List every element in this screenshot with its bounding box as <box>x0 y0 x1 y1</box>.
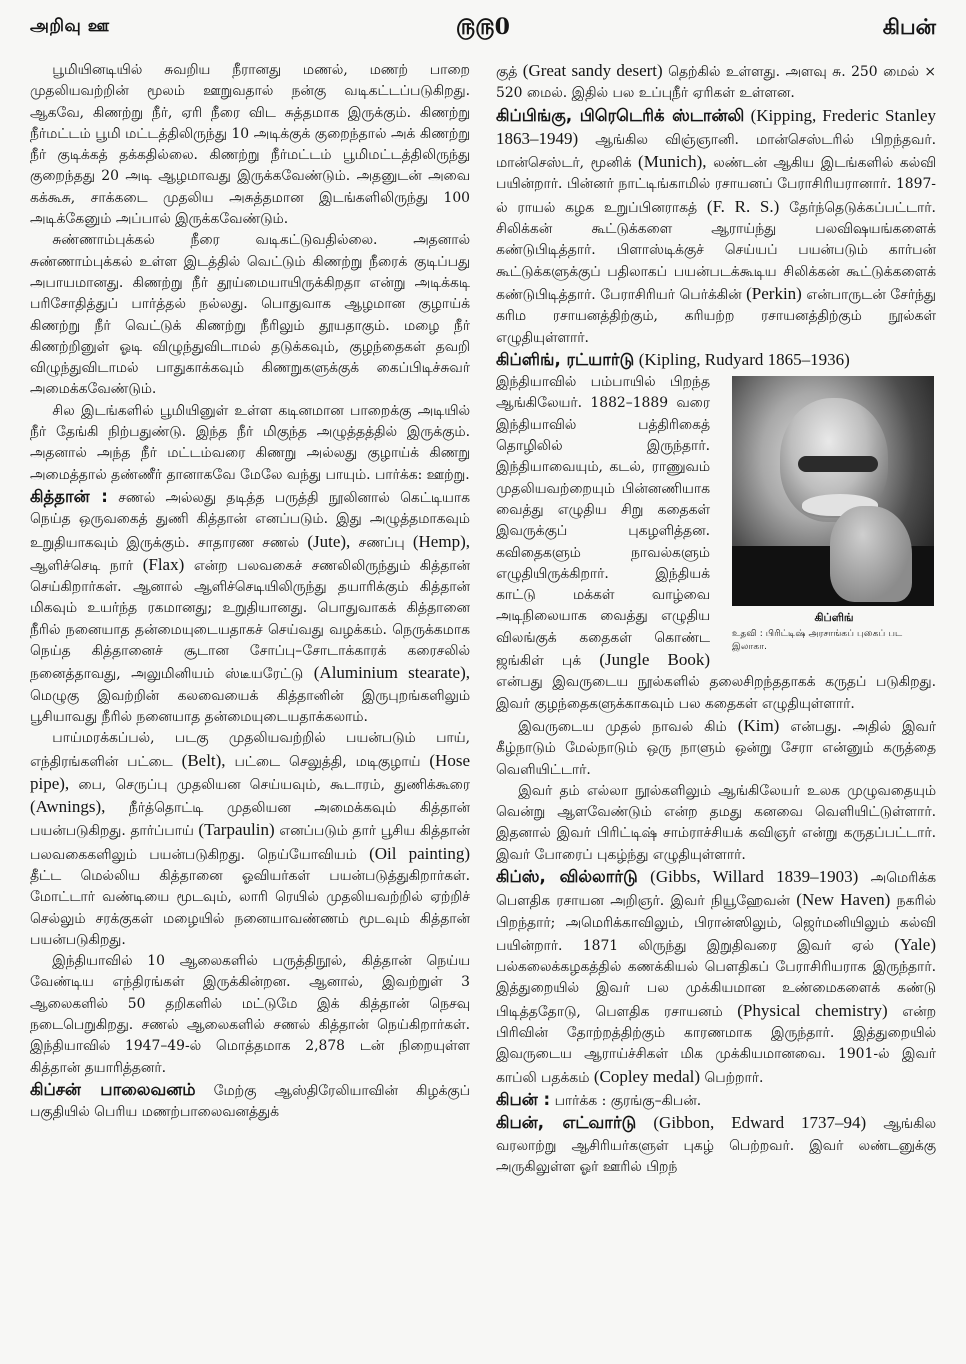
latin-oil-painting: (Oil painting) <box>369 843 470 863</box>
photo-caption: கிப்ளிங் <box>814 611 854 625</box>
latin-munich: (Munich), <box>638 152 707 172</box>
latin-belt: (Belt), <box>181 750 226 770</box>
kipling-text-2a: இவருடைய முதல் நாவல் கிம் <box>518 718 727 735</box>
latin-yale: (Yale) <box>894 934 936 954</box>
gibson-text: மேற்கு ஆஸ்திரேலியாவின் கிழக்குப் பகுதியில் பெரிய மணற்பாலைவனத்துக் <box>30 1082 470 1121</box>
kipping-text-2: லண்டன் ஆகிய இடங்களில் கல்வி பயின்றார். பின்னர் நாட்டிங்காமில் ரசாயனப் பேராசிரியரானார். 1897-ல் ராயல் கழக உறுப்பினராகத் <box>496 155 936 216</box>
latin-gibbs: (Gibbs, Willard 1839–1903) <box>650 866 859 886</box>
latin-copley: (Copley medal) <box>593 1066 701 1086</box>
gibson-cont-b: தெற்கில் உள்ளது. அளவு சு. 250 மைல் × 520 மைல். இதில் பல உப்புநீர் ஏரிகள் உள்ளன. <box>496 64 936 102</box>
latin-hose: (Hose pipe), <box>30 750 470 793</box>
kiththan-text-2e: எனப்படும் தார் பூசிய கித்தான் பலவகைகளிலும் பயன்படுகிறது. நெய்யோவியம் <box>30 823 470 863</box>
text-columns <box>30 60 936 1354</box>
latin-kipling: (Kipling, Rudyard 1865–1936) <box>638 349 850 369</box>
entry-gibson-desert <box>30 1079 470 1124</box>
headword-kipping: கிப்பிங்கு, பிரெடெரிக் ஸ்டான்லி <box>496 105 745 125</box>
page-number: ௫௫0 <box>456 14 510 40</box>
kiththan-text-1e: மெழுகு இவற்றின் கலவையைக் கித்தானின் இருபுறங்களிலும் பூசியாவது நீரில் நனையாத தன்மையுடையதாக்கலாம். <box>30 687 470 725</box>
headword-kiththan: கித்தான் : <box>30 486 108 506</box>
kipling-portrait-photo <box>732 376 934 606</box>
page-header <box>30 14 936 44</box>
gibbs-text-4: என்ற பிரிவின் தோற்றத்திற்கும் காரணமாக இருந்தார். இத்துறையில் இவருடைய ஆராய்ச்சிகள் மிக முக்கியமானவை. 1901-ல் இவர் காப்லி பதக்கம் <box>496 1003 936 1086</box>
kipling-paragraph-3: இவர் தம் எல்லா நூல்களிலும் ஆங்கிலேயர் உலக முழுவதையும் வென்று ஆளவேண்டும் என்ற தமது கனவை வெளியிட்டுள்ளார். இதனால் இவர் பிரிட்டிஷ் சாம்ராச்சியக் கவிஞர் என்று கருதப்பட்டார். இவர் போரைப் புகழ்ந்து எழுதியுள்ளார். <box>496 782 936 863</box>
kiththan-text-2a: பாய்மரக்கப்பல், படகு முதலியவற்றில் பயன்படும் பாய், எந்திரங்களின் பட்டை <box>30 730 470 770</box>
giban-text: பார்க்க : குரங்கு–கிபன். <box>554 1092 702 1109</box>
latin-frs: (F. R. S.) <box>706 196 780 216</box>
entry-kipping <box>496 105 936 349</box>
kipping-text-3: தேர்ந்தெடுக்கப்பட்டார். சிலிக்கன் கூட்டுக்களை ஆராய்ந்து பலவிஷயங்களைக் கண்டுபிடித்தார். பிளாஸ்டிக்குச் செய்யப் பயன்படும் கார்பன் கூட்டுக்களுக்குப் பதிலாகப் பயன்படக்கூடிய சிலிக்கன் கூட்டுக்களைக் கண்டுபிடித்தார். பேராசிரியர் பெர்க்கின் <box>496 199 936 303</box>
latin-kipping: (Kipping, Frederic Stanley 1863–1949) <box>496 105 936 148</box>
header-guide-word: கிபன் <box>882 14 936 39</box>
gibson-cont-a: குத் <box>496 64 518 80</box>
latin-great-sandy: (Great sandy desert) <box>522 61 663 80</box>
gibbon-text: ஆங்கில வரலாற்று ஆசிரியர்களுள் புகழ் பெற்றவர். இவர் லண்டனுக்கு அருகிலுள்ள ஓர் ஊரில் பிறந் <box>496 1116 936 1175</box>
latin-tarpaulin: (Tarpaulin) <box>198 820 275 840</box>
entry-kiththan <box>30 486 470 728</box>
entry-gibbon <box>496 1112 936 1178</box>
kiththan-text-2c: பை, செருப்பு முதலியன செய்யவும், கூடாரம், துணிக்கூரை <box>78 776 470 793</box>
well-paragraph-2: சுண்ணாம்புக்கல் நீரை வடிகட்டுவதில்லை. அதனால் சுண்ணாம்புக்கல் உள்ள இடத்தில் வெட்டும் கிணற்று நீரைக் குடிப்பது அபாயமானது. கிணற்று நீர் தூய்மையாயிருக்கிறதா என்று அடிக்கடி பரிசோதித்துப் பார்த்தல் நல்லது. பொதுவாக ஆழமான குழாய்க் கிணற்று நீர் வெட்டுக் கிணற்று நீரிலும் தூயதாகும். மழை நீர் கிணற்றினுள் ஓடி விழுந்துவிடாமல் தடுக்கவும், குழந்தைகள் தவறி விழுந்துவிடாமல் பாதுகாக்கவும் கிணறுகளுக்குக் கைப்பிடிச்சுவர் அமைக்கவேண்டும். <box>30 232 470 398</box>
entry-gibbs <box>496 866 936 1089</box>
gibbs-text-3: பல்கலைக்கழகத்தில் கணக்கியல் பௌதிகப் பேராசிரியராக இருந்தார். இத்துறையில் இவர் பல முக்கியமான உண்மைகளைக் கண்டு பிடித்ததோடு, பௌதிக ரசாயனம் <box>496 959 936 1020</box>
kipling-paragraph-2 <box>496 715 936 781</box>
gibbs-text-5: பெற்றார். <box>704 1069 764 1086</box>
gibson-continuation <box>496 60 936 105</box>
kiththan-text-1: சணல் அல்லது தடித்த பருத்தி நூலினால் கெட்டியாக நெய்த ஒருவகைத் துணி கித்தான் எனப்படும். இது அழுத்தமாகவும் உறுதியாகவும் இருக்கும். சாதாரண சணல் <box>30 489 470 551</box>
kiththan-paragraph-3: இந்தியாவில் 10 ஆலைகளில் பருத்திநூல், கித்தான் நெய்ய வேண்டிய எந்திரங்கள் இருக்கின்றன. ஆனால், இவற்றுள் 3 ஆலைகளில் 50 தறிகளில் மட்டுமே இக் கித்தான் நெசவு நடைபெறுகிறது. சணல் ஆலைகளில் சணல் கித்தான் நெய்கிறார்கள். இந்தியாவில் 1947–49-ல் மொத்தமாக 2,878 டன் நிறையுள்ள கித்தான் தயாரித்தனர். <box>30 953 470 1076</box>
kiththan-text-1d: என்ற பலவகைச் சணலிலிருந்தும் கித்தான் செய்கிறார்கள். ஆனால் ஆளிச்செடியிலிருந்து தயாரிக்கும் கித்தான் மிகவும் உயர்ந்த ரகமானது; உறுதியானது. பொதுவாகக் கித்தானை நீரில் நனையாத தன்மையுடையதாகச் செய்வது வழக்கம். நெருக்கமாக நெய்த கித்தானைச் சூடான சோப்பு–சோடாக்காரக் கரைசலில் நனைத்தாவது, அலுமினியம் ஸ்டீயரேட்டு <box>30 557 470 683</box>
latin-hemp: (Hemp), <box>412 531 470 551</box>
kiththan-text-2f: தீட்ட மெல்லிய கித்தானை ஓவியர்கள் பயன்படுத்துகிறார்கள். மோட்டார் வண்டியை மூடவும், லாரி ரெயில் முதலியவற்றில் ஏற்றிச் செல்லும் சரக்குகள் மழையில் நனையாவண்ணம் மூடவும் கித்தான் பயன்படுகிறது. <box>30 867 470 948</box>
header-volume-title: அறிவு ஊ <box>30 16 110 36</box>
latin-perkin: (Perkin) <box>746 283 802 303</box>
kipling-portrait-figure <box>720 376 936 653</box>
headword-giban: கிபன் : <box>496 1089 551 1109</box>
photo-credit: உதவி : பிரிட்டிஷ் அரசாங்கப் புகைப் பட இலாகா. <box>732 628 903 653</box>
kipping-text-1: ஆங்கில விஞ்ஞானி. மான்செஸ்டரில் பிறந்தவர். மான்செஸ்டர், மூனிக் <box>496 131 936 172</box>
kiththan-paragraph-2 <box>30 728 470 951</box>
kiththan-text-1c: ஆளிச்செடி நார் <box>30 557 134 574</box>
headword-gibbon: கிபன், எட்வார்டு <box>496 1113 637 1133</box>
kipling-text-2b: என்பது. அதில் இவர் கீழ்நாடும் மேல்நாடும் ஒரு நாளும் ஒன்று சேரா என்னும் கருத்தை வெளியிட்டார். <box>496 718 936 778</box>
latin-awnings: (Awnings), <box>30 797 106 817</box>
gibbs-text-1: அமெரிக்க பௌதிக ரசாயன அறிஞர். இவர் நியூஹேவன் <box>496 869 936 910</box>
right-column <box>496 60 936 1354</box>
entry-kipling-heading <box>496 349 936 372</box>
latin-aluminium: (Aluminium stearate), <box>313 663 470 683</box>
latin-jungle-book: (Jungle Book) <box>599 650 711 670</box>
latin-jute: (Jute), <box>307 531 351 551</box>
latin-gibbon: (Gibbon, Edward 1737–94) <box>653 1113 867 1133</box>
entry-giban <box>496 1089 936 1112</box>
kiththan-text-1b: சணப்பு <box>358 534 405 551</box>
kipping-text-4: என்பாருடன் சேர்ந்து கரிம ரசாயனத்திற்கும், கரியற்ற ரசாயனத்திற்கும் நூல்கள் எழுதியுள்ளார். <box>496 286 936 346</box>
headword-gibson-desert: கிப்சன் பாலைவனம் <box>30 1079 196 1099</box>
kiththan-text-2d: நீர்த்தொட்டி முதலியன அமைக்கவும் கித்தான் பயன்படுகிறது. தார்ப்பாய் <box>30 800 470 840</box>
gibbs-text-2: நகரில் பிறந்தார்; அமெரிக்காவிலும், பிரான்ஸிலும், ஜெர்மனியிலும் கல்வி பயின்றார். 1871 லிருந்து இறுதிவரை இவர் ஏல் <box>496 893 936 954</box>
left-column <box>30 60 470 1354</box>
well-paragraph-3: சில இடங்களில் பூமியினுள் உள்ள கடினமான பாறைக்கு அடியில் நீர் தேங்கி நிற்பதுண்டு. இந்த நீர் மிகுந்த அழுத்தத்தில் இருக்கும். அதனால் அந்த நீர் மட்டம்வரை கிணறு அல்லது குழாய்க் கிணறு அமைத்தால் தண்ணீர் தானாகவே மேலே வந்து பாயும். பார்க்க: ஊற்று. <box>30 402 470 483</box>
latin-physical-chemistry: (Physical chemistry) <box>737 1000 888 1020</box>
kiththan-text-2b: பட்டை செலுத்தி, மடிகுழாய் <box>234 753 421 770</box>
latin-kim: (Kim) <box>737 715 780 735</box>
latin-new-haven: (New Haven) <box>796 890 891 910</box>
headword-kipling: கிப்ளிங், ரட்யார்டு <box>496 349 635 369</box>
well-paragraph-1: பூமியினடியில் சுவறிய நீரானது மணல், மணற் பாறை முதலியவற்றின் மூலம் ஊறுவதால் நன்கு வடிகட்டப்படுகிறது. ஆகவே, கிணற்று நீர், ஏரி நீரை விட சுத்தமாக இருக்கும். கிணற்று நீர்மட்டம் பூமி மட்டத்திலிருந்து 10 அடிக்குக் குறைந்தால் அக் கிணற்று நீர் குடிக்கத் தக்கதில்லை. கிணற்று நீர்மட்டம் பூமிமட்டத்திலிருந்து குறைந்தது 20 அடி ஆழமாவது இருக்கவேண்டும். அதனுடன் அவை கக்கூசு, சாக்கடை முதலிய அசுத்தமான இடங்களிலிருந்து 100 அடிக்கேனும் அப்பால் இருக்கவேண்டும். <box>30 62 470 228</box>
latin-flax: (Flax) <box>142 554 185 574</box>
headword-gibbs: கிப்ஸ், வில்லார்டு <box>496 866 638 886</box>
kipling-text-1b: என்பது இவருடைய நூல்களில் தலைசிறந்ததாகக் கருதப் படுகிறது. இவர் குழந்தைகளுக்காகவும் பல கதைகள் எழுதியுள்ளார். <box>496 674 936 712</box>
kipling-text-1: இந்தியாவில் பம்பாயில் பிறந்த ஆங்கிலேயர். 1882–1889 வரை இந்தியாவில் பத்திரிகைத் தொழிலில் இருந்தார். இந்தியாவையும், கடல், ராணுவம் முதலியவற்றையும் பின்னணியாக வைத்து எழுதிய சிறு கதைகள் இவருக்குப் புகழளித்தன. கவிதைகளும் நாவல்களும் எழுதியிருக்கிறார். இந்தியக் காட்டு மக்கள் வாழ்வை அடிநிலையாக வைத்து எழுதிய விலங்குக் கதைகள் கொண்ட ஜங்கிள் புக் <box>496 374 710 670</box>
